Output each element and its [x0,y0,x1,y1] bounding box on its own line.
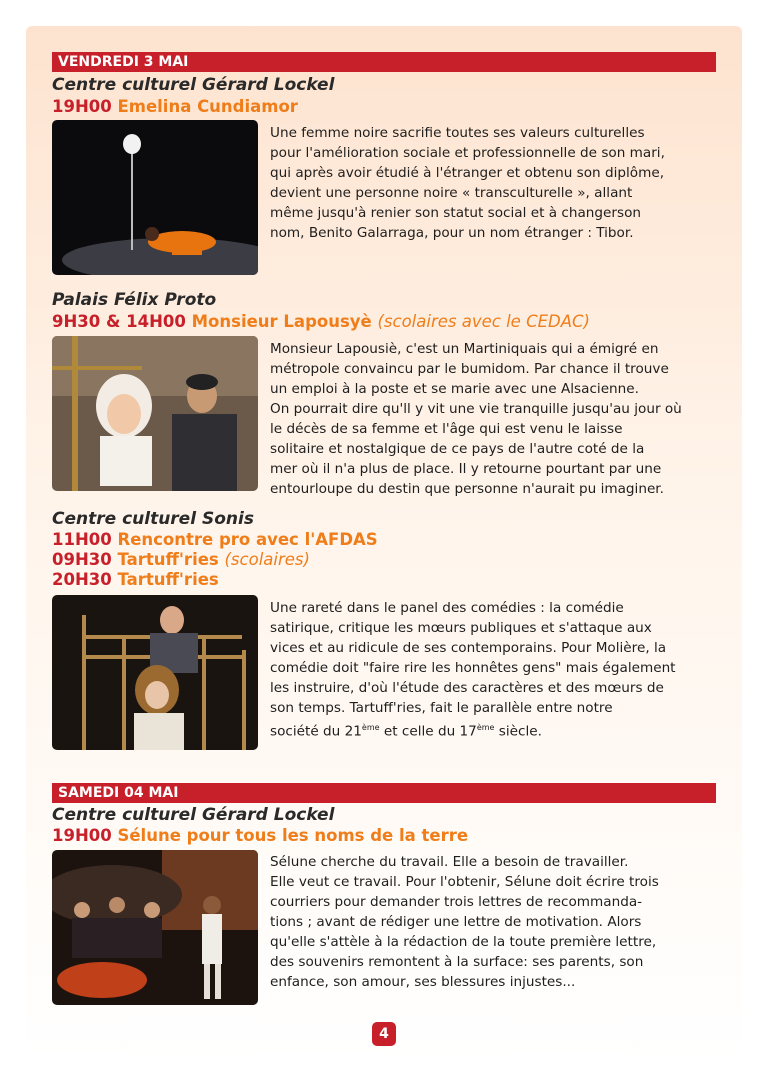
event-description [270,339,720,499]
description-line: nom, Benito Galarraga, pour un nom étranger : Tibor. [270,225,634,241]
event-description [270,598,720,742]
venue-name: Centre culturel Sonis [52,509,254,529]
event-photo [52,336,258,491]
event-line [52,530,378,549]
page-number: 4 [372,1022,396,1046]
day-header: SAMEDI 04 MAI [52,783,716,803]
description-text: société du 21 [270,723,362,740]
description-line: Elle veut ce travail. Pour l'obtenir, Sélune doit écrire trois [270,874,659,890]
event-description [270,123,720,243]
description-line [270,718,720,742]
description-line: Monsieur Lapousiè, c'est un Martiniquais qui a émigré en [270,341,659,357]
description-line: comédie doit "faire rire les honnêtes gens" mais également [270,660,676,676]
description-line: entourloupe du destin que personne n'aurait pu imaginer. [270,481,664,497]
event-line [52,826,468,845]
event-photo [52,850,258,1005]
description-text: siècle. [494,723,542,740]
description-text: et celle du 17 [379,723,477,740]
event-time: 20H30 [52,570,112,589]
description-line: solitaire et nostalgique de ce pays de l'autre coté de la [270,441,645,457]
description-line: qui après avoir étudié à l'étranger et obtenu son diplôme, [270,165,665,181]
event-line [52,312,590,331]
description-line: même jusqu'à renier son statut social et à changerson [270,205,642,221]
description-line: satirique, critique les mœurs publiques et s'attaque aux [270,620,652,636]
description-line: qu'elle s'attèle à la rédaction de la toute première lettre, [270,934,657,950]
description-line: son temps. Tartuff'ries, fait le parallèle entre notre [270,700,613,716]
description-line: Sélune cherche du travail. Elle a besoin de travailler. [270,854,629,870]
event-time: 19H00 [52,97,112,116]
description-line: On pourrait dire qu'll y vit une vie tranquille jusqu'au jour où [270,401,682,417]
venue-name: Palais Félix Proto [52,290,217,310]
description-line: enfance, son amour, ses blessures injustes... [270,974,576,990]
venue-name: Centre culturel Gérard Lockel [52,805,335,825]
event-time: 19H00 [52,826,112,845]
event-time: 09H30 [52,550,112,569]
event-line [52,97,298,116]
description-line: pour l'amélioration sociale et professionnelle de son mari, [270,145,665,161]
event-line [52,550,310,569]
event-time: 9H30 & 14H00 [52,312,186,331]
superscript: ème [361,723,380,732]
event-title: Rencontre pro avec l'AFDAS [117,530,378,549]
description-line: métropole convaincu par le bumidom. Par chance il trouve [270,361,669,377]
description-line: vices et au ridicule de ses contemporains. Pour Molière, la [270,640,667,656]
event-title: Tartuff'ries [117,550,219,569]
event-title: Emelina Cundiamor [117,97,298,116]
event-title: Monsieur Lapousyè [191,312,372,331]
description-line: un emploi à la poste et se marie avec une Alsacienne. [270,381,639,397]
venue-name: Centre culturel Gérard Lockel [52,75,335,95]
event-note: (scolaires) [224,550,310,569]
description-line: les instruire, d'où l'étude des caractères et des mœurs de [270,680,664,696]
event-title: Tartuff'ries [117,570,219,589]
event-photo [52,120,258,275]
description-line: Une femme noire sacrifie toutes ses valeurs culturelles [270,125,645,141]
description-line: courriers pour demander trois lettres de recommanda- [270,894,643,910]
event-time: 11H00 [52,530,112,549]
day-header: VENDREDI 3 MAI [52,52,716,72]
description-line: Une rareté dans le panel des comédies : la comédie [270,600,624,616]
description-line: tions ; avant de rédiger une lettre de motivation. Alors [270,914,642,930]
event-title: Sélune pour tous les noms de la terre [117,826,469,845]
description-line: mer où il n'a plus de place. Il y retourne pourtant par une [270,461,662,477]
superscript: ème [476,723,495,732]
event-line [52,570,219,589]
description-line: devient une personne noire « transculturelle », allant [270,185,633,201]
description-line: des souvenirs remontent à la surface: ses parents, son [270,954,644,970]
description-line: le décès de sa femme et l'âge qui est venu le laisse [270,421,623,437]
event-photo [52,595,258,750]
event-note: (scolaires avec le CEDAC) [377,312,590,331]
event-description [270,852,720,992]
